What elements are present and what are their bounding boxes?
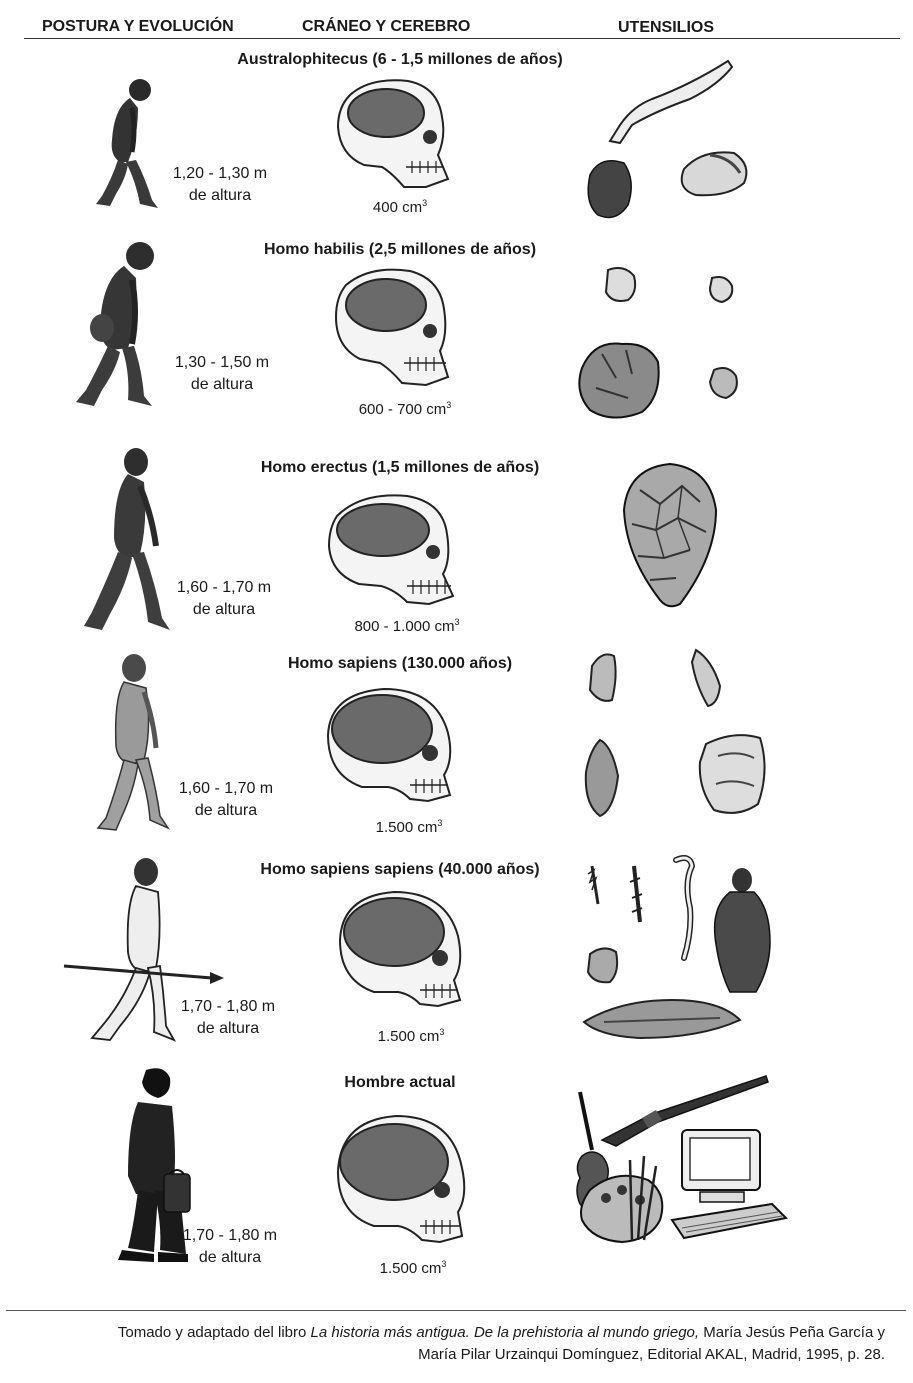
brain-volume <box>331 1027 491 1045</box>
height-suffix: de altura <box>198 1249 262 1266</box>
volume-unit: 3 <box>439 1027 445 1037</box>
species-title: Homo habilis (2,5 millones de años) <box>263 241 537 258</box>
height-value: 1,60 - 1,70 m <box>176 579 272 596</box>
height-suffix: de altura <box>190 376 254 393</box>
brain-volume <box>327 617 487 635</box>
brain-volume <box>329 818 489 836</box>
source-citation-line2: María Pilar Urzainqui Domínguez, Editorial AKAL, Madrid, 1995, p. 28. <box>418 1346 885 1363</box>
skull-icon <box>330 75 452 193</box>
height-suffix: de altura <box>192 601 256 618</box>
height-text <box>165 1225 295 1269</box>
height-text <box>159 577 289 621</box>
height-text <box>161 778 291 822</box>
height-value: 1,30 - 1,50 m <box>174 354 270 371</box>
citation-prefix: Tomado y adaptado del libro <box>117 1324 311 1341</box>
skull-icon <box>318 683 458 811</box>
volume-value: 1.500 cm <box>377 1028 440 1045</box>
volume-unit: 3 <box>422 198 428 208</box>
volume-unit: 3 <box>454 617 460 627</box>
height-text <box>155 163 285 207</box>
homo-habilis-figure <box>72 240 162 412</box>
volume-value: 1.500 cm <box>375 819 438 836</box>
brain-volume <box>333 1259 493 1277</box>
brain-volume <box>325 400 485 418</box>
header-posture: POSTURA Y EVOLUCIÓN <box>42 18 234 35</box>
citation-book-title: La historia más antigua. De la prehistoria al mundo griego, <box>310 1324 700 1341</box>
header-skull: CRÁNEO Y CEREBRO <box>302 18 471 35</box>
bone-and-stones <box>580 55 760 225</box>
volume-value: 800 - 1.000 cm <box>354 618 455 635</box>
species-title: Hombre actual <box>344 1074 456 1091</box>
height-suffix: de altura <box>196 1020 260 1037</box>
height-value: 1,60 - 1,70 m <box>178 780 274 797</box>
header-divider <box>24 38 900 39</box>
height-suffix: de altura <box>188 187 252 204</box>
volume-unit: 3 <box>441 1259 447 1269</box>
flint-tools <box>578 646 778 826</box>
footer-divider <box>6 1310 906 1311</box>
species-title: Australophitecus (6 - 1,5 millones de años) <box>237 51 563 68</box>
height-text <box>157 352 287 396</box>
source-citation-line1 <box>118 1324 885 1341</box>
violin-rifle-palette-computer <box>572 1070 792 1265</box>
volume-value: 1.500 cm <box>379 1260 442 1277</box>
skull-icon <box>334 888 469 1016</box>
header-tools: UTENSILIOS <box>618 19 715 36</box>
species-title: Homo sapiens sapiens (40.000 años) <box>260 861 540 878</box>
volume-value: 600 - 700 cm <box>358 401 447 418</box>
height-value: 1,70 - 1,80 m <box>182 1227 278 1244</box>
species-title: Homo sapiens (130.000 años) <box>287 655 513 672</box>
harpoons-and-venus-figurine <box>580 852 780 1042</box>
skull-icon <box>330 265 452 393</box>
height-value: 1,70 - 1,80 m <box>180 998 276 1015</box>
brain-volume <box>320 198 480 216</box>
volume-unit: 3 <box>446 400 452 410</box>
hand-axe <box>620 460 720 610</box>
species-title: Homo erectus (1,5 millones de años) <box>260 459 540 476</box>
chipped-stones <box>572 258 752 428</box>
skull-icon <box>325 490 460 612</box>
height-text <box>163 996 293 1040</box>
skull-icon <box>330 1112 470 1252</box>
height-suffix: de altura <box>194 802 258 819</box>
volume-unit: 3 <box>437 818 443 828</box>
volume-value: 400 cm <box>372 199 423 216</box>
height-value: 1,20 - 1,30 m <box>172 165 268 182</box>
citation-authors: María Jesús Peña García y <box>699 1324 885 1341</box>
